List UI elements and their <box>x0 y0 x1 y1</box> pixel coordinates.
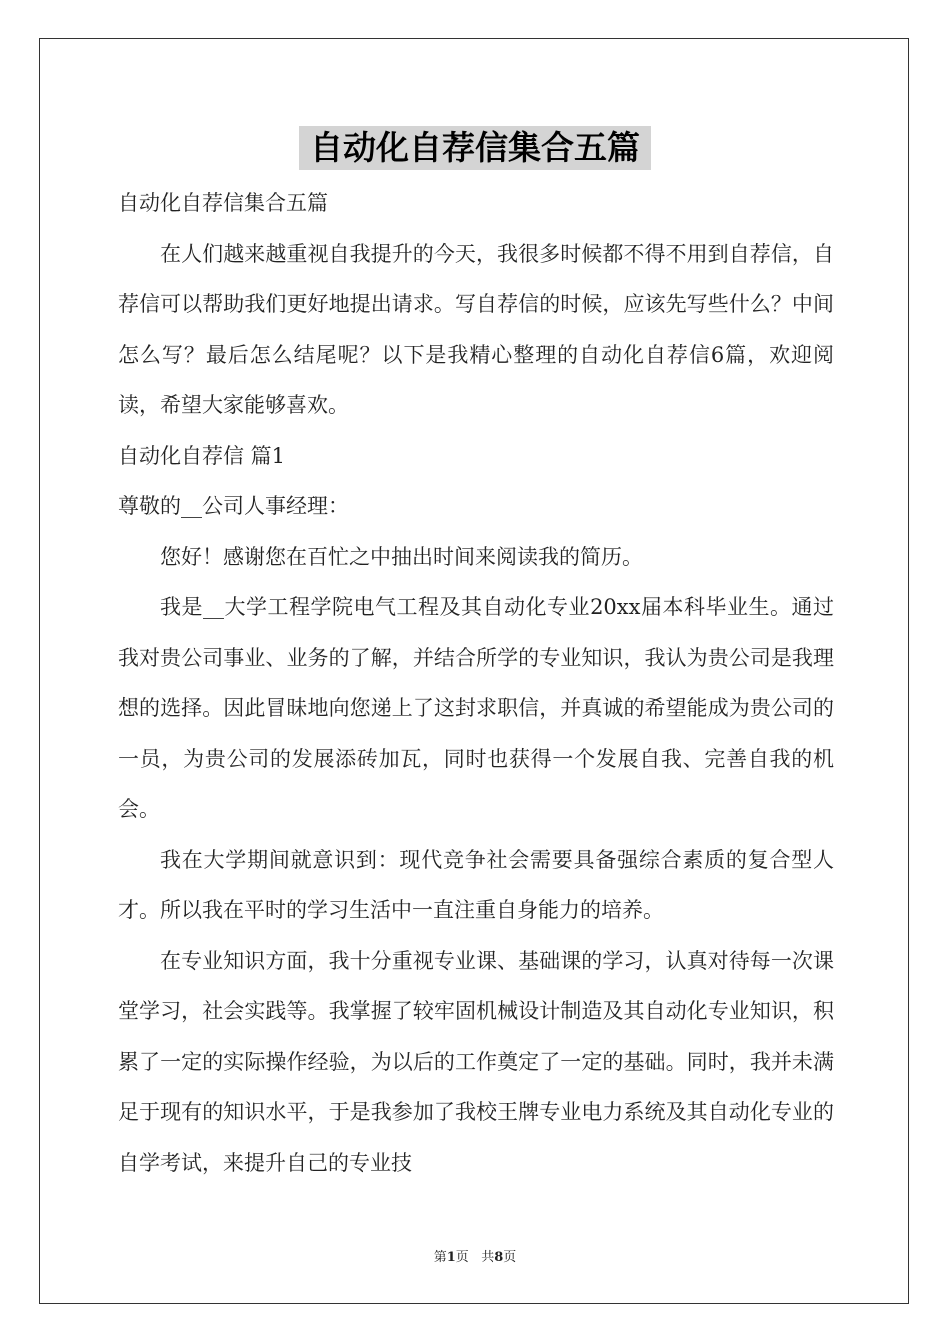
page-footer <box>0 1246 950 1265</box>
salutation: 尊敬的__公司人事经理： <box>118 494 349 518</box>
total-label-prefix: 共 <box>481 1250 495 1265</box>
section-heading: 自动化自荐信 篇1 <box>118 443 286 468</box>
page-label-prefix: 第 <box>433 1250 447 1265</box>
paragraph-awareness: 我在大学期间就意识到：现代竞争社会需要具备强综合素质的复合型人才。所以我在平时的学习生活中一直注重自身能力的培养。 <box>118 847 834 922</box>
document-title: 自动化自荐信集合五篇 <box>299 126 651 170</box>
paragraph-greeting: 您好！感谢您在百忙之中抽出时间来阅读我的简历。 <box>160 544 643 569</box>
page-label-suffix: 页 <box>455 1250 469 1265</box>
total-label-suffix: 页 <box>503 1250 517 1265</box>
paragraph-intro: 在人们越来越重视自我提升的今天，我很多时候都不得不用到自荐信，自荐信可以帮助我们更好地提出请求。写自荐信的时候，应该先写些什么？中间怎么写？最后怎么结尾呢？以下是我精心整理的自动化自荐信6篇，欢迎阅读，希望大家能够喜欢。 <box>118 241 834 417</box>
page-total: 8 <box>494 1250 504 1265</box>
paragraph-professional-knowledge: 在专业知识方面，我十分重视专业课、基础课的学习，认真对待每一次课堂学习，社会实践等。我掌握了较牢固机械设计制造及其自动化专业知识，积累了一定的实际操作经验，为以后的工作奠定了一定的基础。同时，我并未满足于现有的知识水平，于是我参加了我校王牌专业电力系统及其自动化专业的自学考试，来提升自己的专业技 <box>118 948 834 1175</box>
paragraph-heading: 自动化自荐信集合五篇 <box>118 191 328 215</box>
document-body <box>118 178 834 1188</box>
paragraph-self-intro: 我是__大学工程学院电气工程及其自动化专业20xx届本科毕业生。通过我对贵公司事业、业务的了解，并结合所学的专业知识，我认为贵公司是我理想的选择。因此冒昧地向您递上了这封求职信，并真诚的希望能成为贵公司的一员，为贵公司的发展添砖加瓦，同时也获得一个发展自我、完善自我的机会。 <box>118 595 834 821</box>
page-current: 1 <box>446 1250 456 1265</box>
